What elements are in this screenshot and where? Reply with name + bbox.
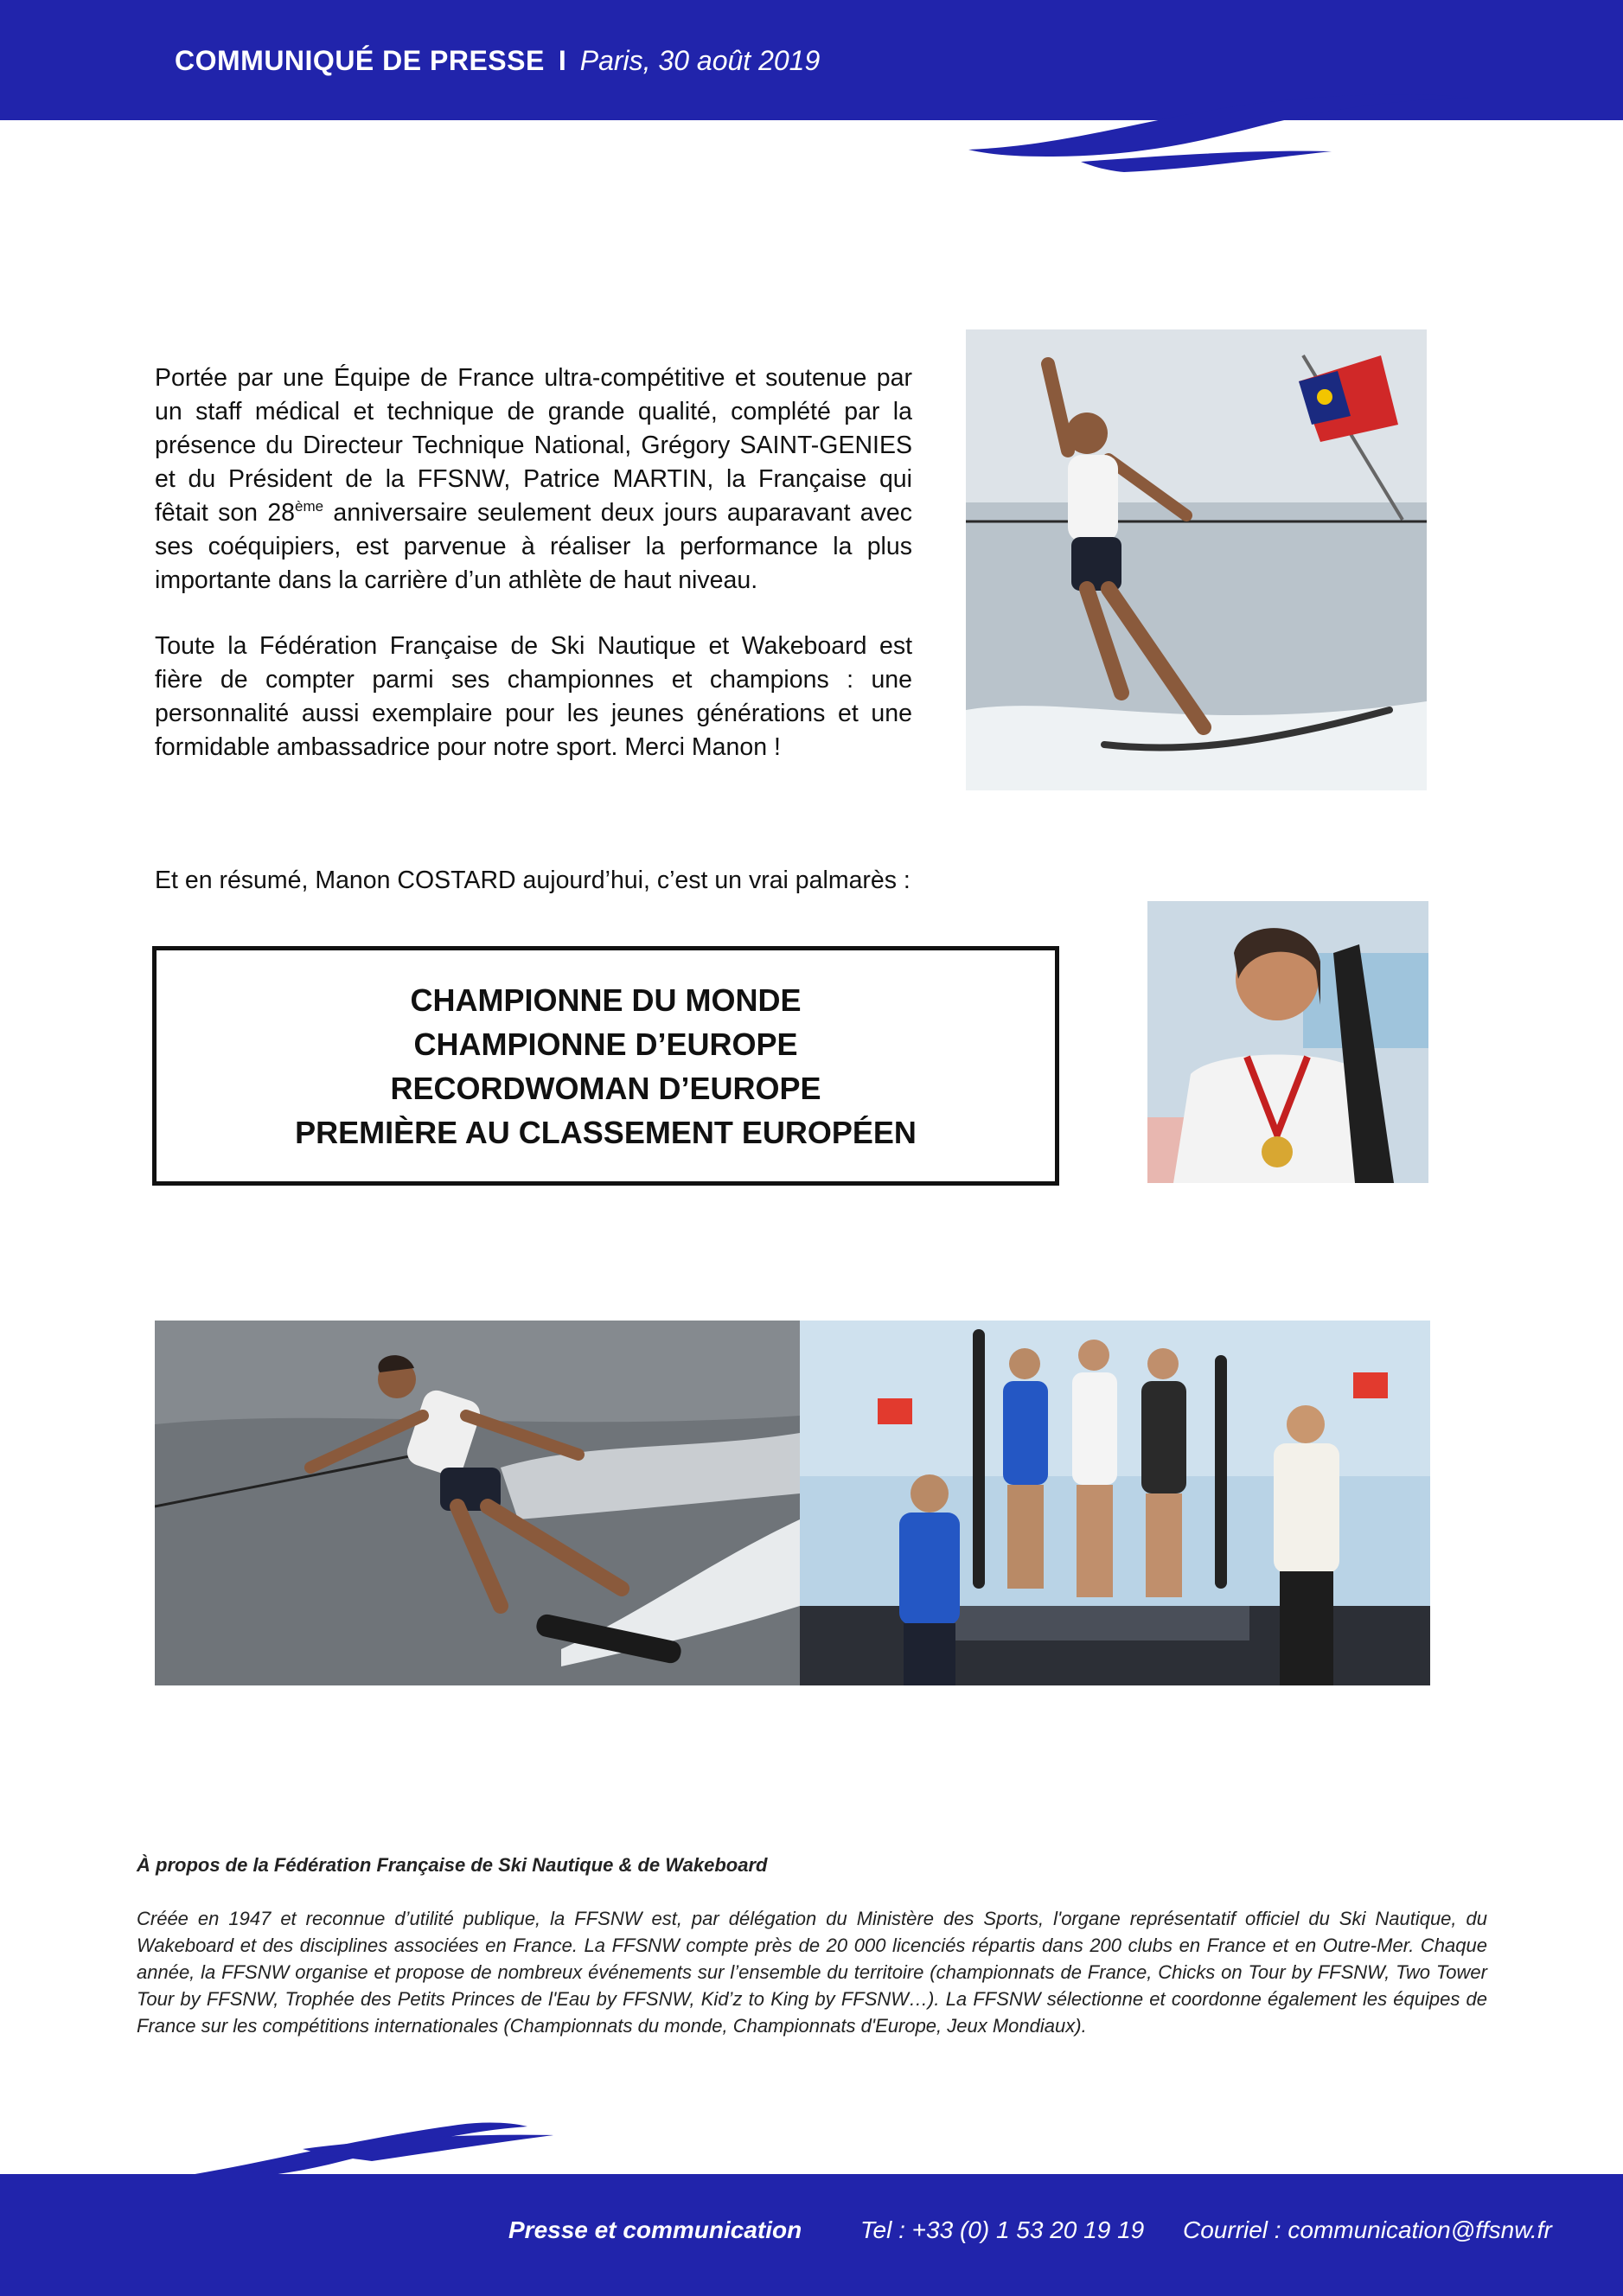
medalist-portrait-photo	[1147, 901, 1428, 1183]
paragraph-performance	[155, 361, 912, 598]
paragraph-performance-text-end: anniversaire seulement deux jours auparavant avec ses coéquipiers, est parvenue à réaliser la performance la plus importante dans la carrière d’un athlète de haut niveau.	[155, 499, 912, 594]
footer-email[interactable]: Courriel : communication@ffsnw.fr	[1183, 2216, 1552, 2243]
header	[175, 45, 820, 77]
summary-intro: Et en résumé, Manon COSTARD aujourd’hui, c’est un vrai palmarès :	[155, 867, 911, 894]
header-wave-icon	[951, 82, 1487, 177]
podium-ceremony-photo	[800, 1321, 1430, 1685]
title-european-ranking: PREMIÈRE AU CLASSEMENT EUROPÉEN	[295, 1114, 917, 1150]
header-separator: I	[558, 45, 566, 76]
header-label: COMMUNIQUÉ DE PRESSE	[175, 45, 545, 76]
paragraph-federation: Toute la Fédération Française de Ski Nautique et Wakeboard est fière de compter parmi ses championnes et champions : une personnalité aussi exemplaire pour les jeunes générations et une formidable ambassadrice pour notre sport. Merci Manon !	[155, 632, 912, 761]
title-european-record: RECORDWOMAN D’EUROPE	[390, 1070, 821, 1106]
title-world-champion: CHAMPIONNE DU MONDE	[410, 982, 802, 1018]
header-date: Paris, 30 août 2019	[579, 45, 821, 76]
waterski-celebration-photo	[966, 329, 1427, 790]
footer-label: Presse et communication	[508, 2216, 802, 2243]
titles-box	[152, 946, 1059, 1186]
title-european-champion: CHAMPIONNE D’EUROPE	[413, 1026, 798, 1062]
about-heading: À propos de la Fédération Française de Ski Nautique & de Wakeboard	[137, 1854, 768, 1876]
waterski-slalom-photo	[155, 1321, 800, 1685]
paragraph-performance-text: Portée par une Équipe de France ultra-compétitive et soutenue par un staff médical et technique de grande qualité, complété par la présence du Directeur Technique National, Grégory SAINT-GENIES et du Président de la FFSNW, Patrice MARTIN, la Française qui fêtait son 28	[155, 364, 912, 527]
about-text: Créée en 1947 et reconnue d’utilité publique, la FFSNW est, par délégation du Ministère des Sports, l'organe représentatif officiel du Ski Nautique, du Wakeboard et des disciplines associées en France. La FFSNW compte près de 20 000 licenciés répartis dans 200 clubs en France et en Outre-Mer. Chaque année, la FFSNW organise et propose de nombreux événements sur l’ensemble du territoire (championnats de France, Chicks on Tour by FFSNW, Two Tower Tour by FFSNW, Trophée des Petits Princes de l'Eau by FFSNW, Kid’z to King by FFSNW…). La FFSNW sélectionne et coordonne également les équipes de France sur les compétitions internationales (Championnats du monde, Championnats d'Europe, Jeux Mondiaux).	[137, 1908, 1487, 2037]
footer-phone: Tel : +33 (0) 1 53 20 19 19	[860, 2216, 1145, 2243]
ordinal-suffix: ème	[295, 498, 324, 515]
